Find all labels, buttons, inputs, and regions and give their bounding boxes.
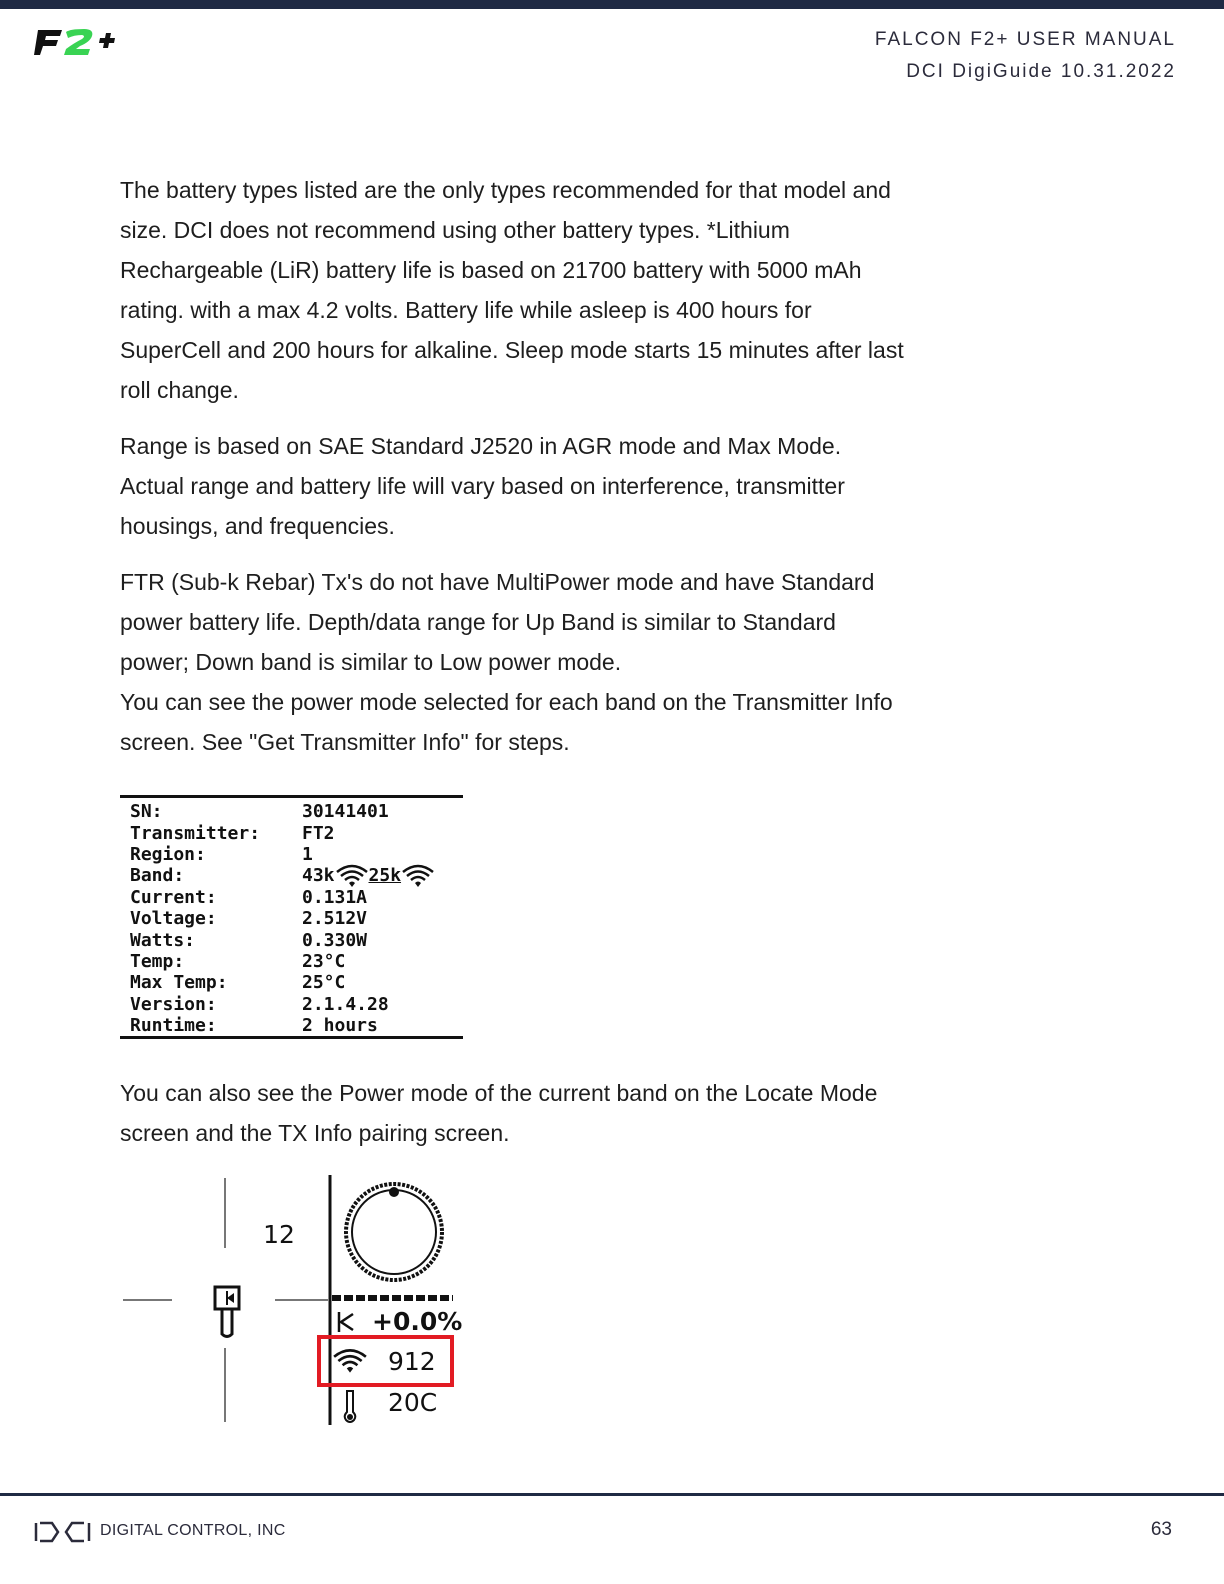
pitch-icon [335, 1310, 357, 1334]
watts-label: Watts: [130, 929, 196, 951]
top-bar [0, 0, 1224, 9]
power-signal-icon [335, 863, 369, 889]
tx-row-band [130, 865, 463, 886]
version-value: 2.1.4.28 [302, 993, 389, 1015]
paragraph-battery-types: The battery types listed are the only types recommended for that model and size. DCI does not recommend using other battery types. *Lithium Rechargeable (LiR) battery life is based on 21700 battery with 5000 mAh rating. with a max 4.2 volts. Battery life while asleep is 400 hours for SuperCell and 200 hours for alkaline. Sleep mode starts 15 minutes after last roll change. [120, 177, 904, 403]
transmitter-icon [212, 1284, 242, 1340]
tx-row-temp [130, 951, 463, 972]
footer-company-name: DIGITAL CONTROL, INC [100, 1522, 286, 1539]
temp-value: 23°C [302, 950, 346, 972]
tx-row-max-temp [130, 972, 463, 993]
guide-version: DCI DigiGuide 10.31.2022 [906, 61, 1176, 82]
main-content [120, 170, 910, 778]
signal-strength-icon [332, 1346, 368, 1376]
band-value-down: 25k [368, 865, 402, 887]
current-label: Current: [130, 886, 217, 908]
signal-strength-value: 912 [388, 1347, 436, 1376]
temperature-value: 20C [388, 1388, 438, 1417]
version-label: Version: [130, 993, 217, 1015]
tx-row-voltage [130, 908, 463, 929]
band-label: Band: [130, 865, 185, 887]
paragraph-ftr: FTR (Sub-k Rebar) Tx's do not have MultiPower mode and have Standard power battery life. Depth/data range for Up Band is similar to Standard power; Down band is similar to Low power mode. [120, 569, 875, 675]
locate-intro [120, 1073, 910, 1169]
footer-divider [0, 1493, 1224, 1496]
temp-label: Temp: [130, 950, 185, 972]
max-temp-value: 25°C [302, 972, 346, 994]
page-number: 63 [1150, 1519, 1172, 1540]
sn-label: SN: [130, 801, 163, 823]
paragraph-range: Range is based on SAE Standard J2520 in AGR mode and Max Mode. Actual range and battery life will vary based on interference, transmitter housings, and frequencies. [120, 433, 845, 539]
f2-plus-logo [34, 24, 126, 60]
thermometer-icon [342, 1388, 358, 1424]
tx-row-watts [130, 929, 463, 950]
pitch-value: +0.0% [372, 1307, 463, 1336]
tx-row-transmitter [130, 822, 463, 843]
dci-logo [34, 1521, 92, 1543]
transmitter-info-screen [120, 795, 463, 1039]
tx-row-version [130, 994, 463, 1015]
voltage-value: 2.512V [302, 908, 368, 930]
tx-row-sn [130, 801, 463, 822]
manual-title: FALCON F2+ USER MANUAL [874, 29, 1176, 50]
region-label: Region: [130, 843, 206, 865]
paragraph-power-mode: You can see the power mode selected for each band on the Transmitter Info screen. See "Get Transmitter Info" for steps. [120, 689, 893, 755]
tx-row-runtime [130, 1015, 463, 1036]
region-value: 1 [302, 843, 313, 865]
band-value-up: 43k [302, 865, 335, 887]
current-value: 0.131A [302, 886, 368, 908]
roll-dial-icon [342, 1180, 446, 1284]
paragraph-locate-mode: You can also see the Power mode of the current band on the Locate Mode screen and the TX Info pairing screen. [120, 1080, 878, 1146]
sn-value: 30141401 [302, 801, 389, 823]
transmitter-label: Transmitter: [130, 822, 261, 844]
runtime-label: Runtime: [130, 1015, 217, 1037]
tx-row-current [130, 887, 463, 908]
max-temp-label: Max Temp: [130, 972, 228, 994]
watts-value: 0.330W [302, 929, 368, 951]
roll-dial-value: 12 [263, 1220, 295, 1249]
voltage-label: Voltage: [130, 908, 217, 930]
band-value [302, 863, 435, 889]
transmitter-value: FT2 [302, 822, 335, 844]
runtime-value: 2 hours [302, 1015, 378, 1037]
power-signal-icon [401, 863, 435, 889]
header-info [875, 24, 1176, 88]
